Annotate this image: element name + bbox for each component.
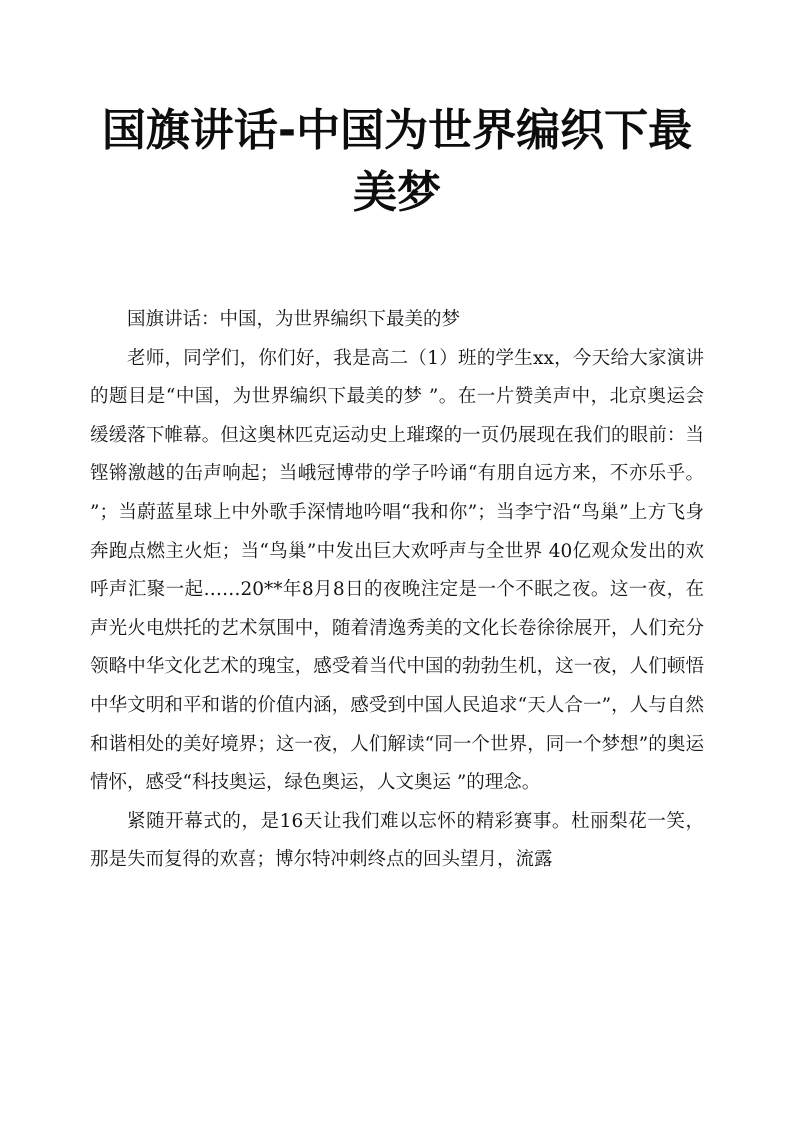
document-body <box>90 301 704 880</box>
paragraph-subtitle: 国旗讲话：中国，为世界编织下最美的梦 <box>127 309 461 330</box>
paragraph-events: 紧随开幕式的，是16天让我们难以忘怀的精彩赛事。杜丽梨花一笑，那是失而复得的欢喜；博尔特冲刺终点的回头望月，流露 <box>90 810 704 871</box>
document-title: 国旗讲话-中国为世界编织下最美梦 <box>101 105 693 218</box>
paragraph-opening: 老师，同学们，你们好，我是高二（1）班的学生xx，今天给大家演讲的题目是“中国，为世界编织下最美的梦 ”。在一片赞美声中，北京奥运会缓缓落下帷幕。但这奥林匹克运动史上璀璨的一页仍展现在我们的眼前：当铿锵激越的缶声响起；当峨冠博带的学子吟诵“有朋自远方来，不亦乐乎。 ”；当蔚蓝星球上中外歌手深情地吟唱“我和你”；当李宁沿“鸟巢”上方飞身奔跑点燃主火炬；当“鸟巢”中发出巨大欢呼声与全世界 40亿观众发出的欢呼声汇聚一起……20**年8月8日的夜晚注定是一个不眠之夜。这一夜，在声光火电烘托的艺术氛围中，随着清逸秀美的文化长卷徐徐展开，人们充分领略中华文化艺术的瑰宝，感受着当代中国的勃勃生机，这一夜，人们顿悟中华文明和平和谐的价值内涵，感受到中国人民追求“天人合一”，人与自然和谐相处的美好境界；这一夜，人们解读“同一个世界，同一个梦想”的奥运情怀，感受“科技奥运，绿色奥运，人文奥运 ”的理念。 <box>90 347 704 794</box>
